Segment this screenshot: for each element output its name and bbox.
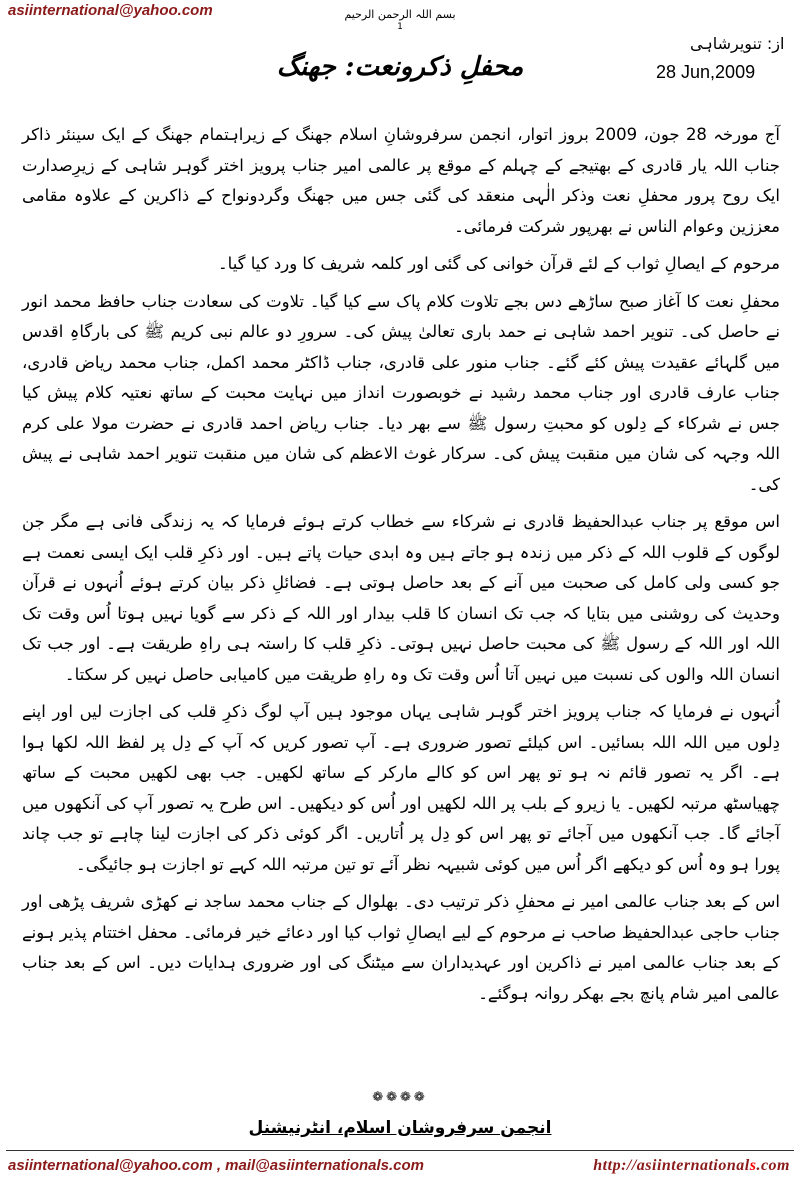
paragraph-tasawwur: اُنہوں نے فرمایا کہ جناب پرویز اختر گوہر شاہی یہاں موجود ہیں آپ لوگ ذکرِ قلب کی اجازت لیں اور اپنے دِلوں میں اللہ اللہ بسائیں۔ اس کیلئے تصور ضروری ہے۔ آپ تصور کریں کہ آپ کے دِل پر لفظ اللہ لکھا ہوا ہے۔ اگر یہ تصور قائم نہ ہو تو پھر اس کو کالے مارکر کے ساتھ لکھیں۔ جب بھی لکھیں محبت کے ساتھ چھیاسٹھ مرتبہ لکھیں۔ یا زیرو کے بلب پر اللہ لکھیں اور اُس کو دیکھیں۔ اس طرح یہ تصور آپ کی آنکھوں میں آجائے گا۔ جب آنکھوں میں آجائے تو پھر اس کو دِل پر اُتاریں۔ اگر کوئی ذکر کی اجازت لینا چاہے تو جب چاند پورا ہو وہ اُس کو دیکھے اگر اُس میں کوئی شبیہہ نظر آئے تو تین مرتبہ اللہ کہے تو اجازت ہو جائیگی۔ xyxy=(22,702,780,874)
article-date: 28 Jun,2009 xyxy=(656,62,756,82)
article-body xyxy=(22,120,780,1016)
basmala: بسم اللہ الرحمن الرحیم xyxy=(344,8,456,21)
author-byline: از: تنویرشاہی xyxy=(690,34,785,53)
website-prefix: http://asiinternational xyxy=(593,1157,750,1174)
website-suffix: .com xyxy=(756,1157,790,1174)
footer-divider xyxy=(6,1150,794,1151)
paragraph-intro: آج مورخہ 28 جون، 2009 بروز اتوار، انجمن سرفروشانِ اسلام جھنگ کے زیراہتمام جھنگ کے ایک سینئر ذاکر جناب اللہ یار قادری کے بھتیجے کے چہلم کے موقع پر عالمی امیر جناب پرویز اختر گوہر شاہی کے زیرِصدارت ایک روح پرور محفلِ نعت وذکر الٰہی منعقد کی گئی جس میں جھنگ وگردونواح کے ذاکرین کے علاوہ مقامی معززین وعوام الناس نے بھرپور شرکت فرمائی۔ xyxy=(22,125,781,236)
paragraph-naat: محفلِ نعت کا آغاز صبح ساڑھے دس بجے تلاوت کلام پاک سے کیا گیا۔ تلاوت کی سعادت جناب حافظ محمد انور نے حاصل کی۔ تنویر احمد شاہی نے حمد باری تعالیٰ پیش کی۔ سرورِ دو عالم نبی کریم ﷺ کی بارگاہِ اقدس میں گلہائے عقیدت پیش کئے گئے۔ جناب منور علی قادری، جناب ڈاکٹر محمد اکمل، جناب محمد ریاض قادری، جناب عارف قادری اور جناب محمد رشید نے خوبصورت انداز میں نہایت محبت کے ساتھ نعتیہ کلام پیش کیا جس نے شرکاء کے دِلوں کو محبتِ رسول ﷺ سے بھر دیا۔ جناب ریاض احمد قادری نے حضرت مولا علی کرم اللہ وجہہ کی شان میں منقبت پیش کی۔ سرکار غوث الاعظم کی شان میں منقبت تنویر احمد شاہی نے پیش کی۔ xyxy=(22,291,780,494)
page-number: 1 xyxy=(397,22,403,32)
paragraph-closing: اس کے بعد جناب عالمی امیر نے محفلِ ذکر ترتیب دی۔ بھلوال کے جناب محمد ساجد نے کھڑی شریف پڑھی اور جناب حاجی عبدالحفیظ صاحب نے مرحوم کے لیے ایصالِ ثواب کیا اور دعائے خیر فرمائی۔ محفل اختتام پذیر ہونے کے بعد جناب عالمی امیر نے ذاکرین اور عہدیداران سے میٹنگ کی اور ضروری ہدایات دیں۔ اس کے بعد جناب عالمی امیر شام پانچ بجے بھکر روانہ ہوگئے۔ xyxy=(22,892,780,1003)
website-accent: s xyxy=(749,1157,757,1174)
divider-stars: ❁❁❁❁ xyxy=(372,1090,428,1105)
footer-emails[interactable]: asiinternational@yahoo.com , mail@asiinternationals.com xyxy=(8,1157,425,1174)
header-email[interactable]: asiinternational@yahoo.com xyxy=(8,2,213,19)
paragraph-isal-sawab: مرحوم کے ایصالِ ثواب کے لئے قرآن خوانی کی گئی اور کلمہ شریف کا ورد کیا گیا۔ xyxy=(218,254,780,273)
article-title: محفلِ ذکرونعت: جھنگ xyxy=(276,52,524,82)
footer-website-link[interactable] xyxy=(593,1157,790,1175)
paragraph-speech: اس موقع پر جناب عبدالحفیظ قادری نے شرکاء سے خطاب کرتے ہوئے فرمایا کہ یہ زندگی فانی ہے مگر جن لوگوں کے قلوب اللہ کے ذکر میں زندہ ہو جاتے ہیں وہ ابدی حیات پاتے ہیں۔ اور ذکرِ قلب ایک ایسی نعمت ہے جو کسی ولی کامل کی صحبت میں آنے کے بعد حاصل ہوتی ہے۔ فضائلِ ذکر بیان کرتے ہوئے اُنہوں نے قرآن وحدیث کی روشنی میں بتایا کہ جب تک انسان کا قلب بیدار اور اللہ کے ذکر سے گویا نہیں ہوتا اُس وقت تک اللہ اور اللہ کے رسول ﷺ کی محبت حاصل نہیں ہوتی۔ ذکرِ قلب کا راستہ ہی راہِ طریقت ہے۔ اور جب تک انسان اللہ والوں کی نسبت میں نہیں آتا اُس وقت تک وہ راہِ طریقت میں کامیابی حاصل نہیں کر سکتا۔ xyxy=(22,512,780,684)
organization-name: انجمن سرفروشان اسلام، انٹرنیشنل xyxy=(248,1118,552,1138)
